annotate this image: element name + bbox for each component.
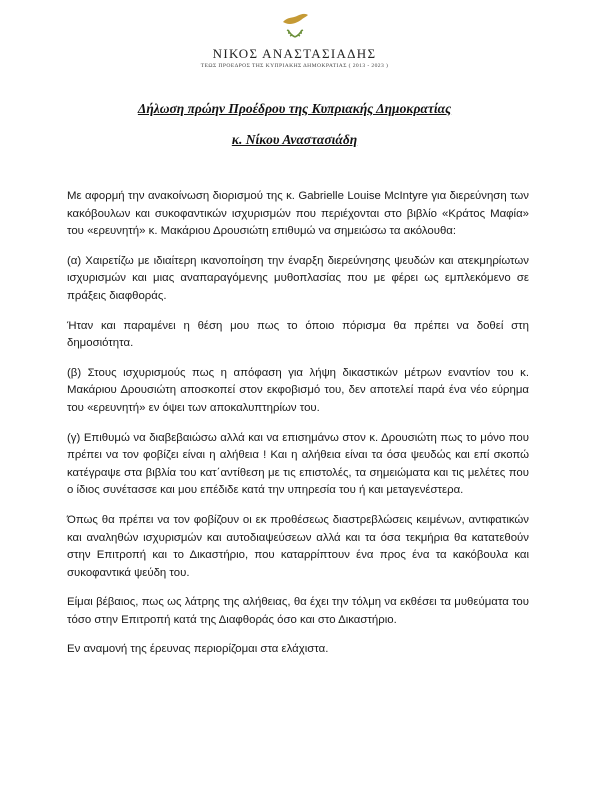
paragraph-intro: Με αφορμή την ανακοίνωση διορισμού της κ. Gabrielle Louise McIntyre για διερεύνηση των κακόβουλων και συκοφαντικών ισχυρισμών που περιέχονται στο βιβλίο «Κράτος Μαφία» του «ερευνητή» κ. Μακάριου Δρουσιώτη επιθυμώ να σημειώσω τα ακόλουθα: [67,190,529,238]
paragraph-closing: Εν αναμονή της έρευνας περιορίζομαι στα ελάχιστα. [67,643,329,656]
letterhead-subtitle: ΤΕΩΣ ΠΡΟΕΔΡΟΣ ΤΗΣ ΚΥΠΡΙΑΚΗΣ ΔΗΜΟΚΡΑΤΙΑΣ ( 2013 - 2023 ) [200,63,389,69]
paragraph-a: (α) Χαιρετίζω με ιδιαίτερη ικανοποίηση την έναρξη διερεύνησης ψευδών και ατεκμηρίωτων ισχυρισμών και μιας αναπαραγόμενης μυθοπλασίας που με φέρει ως εμπλεκόμενο σε πράξεις διαφθοράς. [67,254,529,302]
statement-author: κ. Νίκου Αναστασιάδη [231,132,358,147]
paragraph-certain: Είμαι βέβαιος, πως ως λάτρης της αλήθειας, θα έχει την τόλμη να εκθέσει τα μυθεύματα του τόσο στην Επιτροπή κατά της Διαφθοράς όσο και στο Δικαστήριο. [67,596,529,626]
paragraph-position: Ήταν και παραμένει η θέση μου πως το όποιο πόρισμα θα πρέπει να δοθεί στη δημοσιότητα. [67,319,529,350]
statement-body [67,188,529,659]
paragraph-fear: Όπως θα πρέπει να τον φοβίζουν οι εκ προθέσεως διαστρεβλώσεις κειμένων, αντιφατικών και αναληθών ισχυρισμών και αυτοδιαψεύσεων αλλά και τα όσα τεκμήρια θα κατατεθούν στην Επιτροπή και το Δικαστήριο, που καταρρίπτουν ένα προς ένα τα κακόβουλα και συκοφαντικά ψεύδη του. [67,513,529,579]
paragraph-b: (β) Στους ισχυρισμούς πως η απόφαση για λήψη δικαστικών μέτρων εναντίον του κ. Μακάριου Δρουσιώτη αποσκοπεί στον εκφοβισμό του, δεν αποτελεί παρά ένα νέο εύρημα του «ερευνητή» εν όψει των αποκαλυπτηρίων του. [67,366,529,414]
statement-title: Δήλωση πρώην Προέδρου της Κυπριακής Δημοκρατίας [137,101,452,116]
letterhead-name: ΝΙΚΟΣ ΑΝΑΣΤΑΣΙΑΔΗΣ [212,46,377,61]
paragraph-c: (γ) Επιθυμώ να διαβεβαιώσω αλλά και να επισημάνω στον κ. Δρουσιώτη πως το μόνο που πρέπει να τον φοβίζει είναι η αλήθεια ! Και η αλήθεια είναι τα όσα ψευδώς και επί σκοπώ κατέγραψε στα βιβλία του κατ΄αντίθεση με τις επιστολές, τα σημειώματα και τις μελέτες που ο ίδιος συνέτασσε και μου επέδιδε κατά την υπηρεσία του ή και μεταγενέστερα. [67,431,529,497]
cyprus-emblem-icon [279,8,311,44]
